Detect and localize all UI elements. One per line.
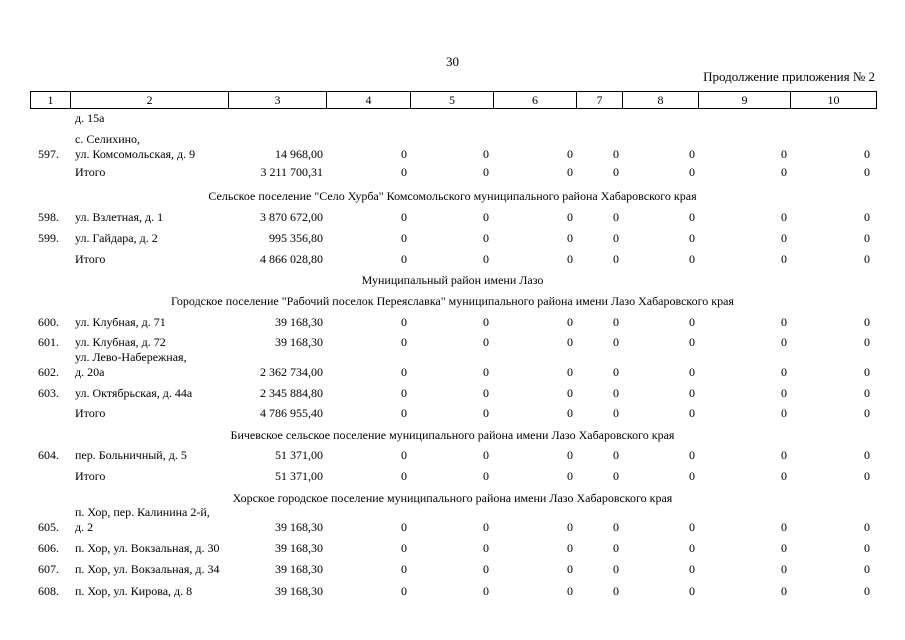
col-header-5: 5 <box>411 92 494 109</box>
value-cell: 0 <box>567 147 573 161</box>
value-cell: 0 <box>781 562 787 576</box>
value-cell: 0 <box>483 520 489 534</box>
amount-cell: 39 168,30 <box>275 335 323 349</box>
row-number: 600. <box>38 315 59 329</box>
address-line: Итого <box>75 165 106 179</box>
value-cell: 0 <box>483 147 489 161</box>
amount-cell: 995 356,80 <box>269 231 323 245</box>
value-cell: 0 <box>613 365 619 379</box>
value-cell: 0 <box>613 520 619 534</box>
address-line: пер. Больничный, д. 5 <box>75 448 187 462</box>
value-cell: 0 <box>864 541 870 555</box>
value-cell: 0 <box>781 584 787 598</box>
col-header-2: 2 <box>71 92 229 109</box>
value-cell: 0 <box>864 231 870 245</box>
amount-cell: 39 168,30 <box>275 584 323 598</box>
page-number: 30 <box>446 54 459 69</box>
row-number: 607. <box>38 562 59 576</box>
value-cell: 0 <box>567 520 573 534</box>
row-number: 598. <box>38 210 59 224</box>
value-cell: 0 <box>483 406 489 420</box>
value-cell: 0 <box>781 252 787 266</box>
address-line: п. Хор, ул. Вокзальная, д. 30 <box>75 541 220 555</box>
row-number: 608. <box>38 584 59 598</box>
row-number: 604. <box>38 448 59 462</box>
address-line: д. 2 <box>75 520 94 534</box>
value-cell: 0 <box>567 365 573 379</box>
value-cell: 0 <box>567 165 573 179</box>
row-number: 601. <box>38 335 59 349</box>
value-cell: 0 <box>689 165 695 179</box>
amount-cell: 51 371,00 <box>275 469 323 483</box>
value-cell: 0 <box>689 365 695 379</box>
value-cell: 0 <box>781 231 787 245</box>
address-line: ул. Клубная, д. 72 <box>75 335 166 349</box>
value-cell: 0 <box>401 406 407 420</box>
value-cell: 0 <box>864 147 870 161</box>
value-cell: 0 <box>483 469 489 483</box>
section-heading: Городское поселение "Рабочий поселок Переяславка" муниципального района имени Лазо Хабаровского края <box>171 294 734 308</box>
section-heading: Сельское поселение "Село Хурба" Комсомольского муниципального района Хабаровского края <box>208 189 697 203</box>
value-cell: 0 <box>401 335 407 349</box>
address-line: ул. Лево-Набережная, <box>75 350 187 364</box>
address-fragment: д. 15а <box>75 111 105 125</box>
address-line: п. Хор, ул. Кирова, д. 8 <box>75 584 193 598</box>
value-cell: 0 <box>689 210 695 224</box>
value-cell: 0 <box>401 562 407 576</box>
value-cell: 0 <box>864 252 870 266</box>
amount-cell: 4 866 028,80 <box>260 252 323 266</box>
col-header-4: 4 <box>327 92 411 109</box>
value-cell: 0 <box>567 386 573 400</box>
section-heading: Муниципальный район имени Лазо <box>361 273 544 287</box>
amount-cell: 2 362 734,00 <box>260 365 323 379</box>
address-line: Итого <box>75 406 106 420</box>
value-cell: 0 <box>864 584 870 598</box>
col-header-7: 7 <box>577 92 623 109</box>
address-line: ул. Гайдара, д. 2 <box>75 231 158 245</box>
value-cell: 0 <box>483 584 489 598</box>
value-cell: 0 <box>401 147 407 161</box>
value-cell: 0 <box>781 315 787 329</box>
col-header-1: 1 <box>31 92 71 109</box>
value-cell: 0 <box>401 210 407 224</box>
value-cell: 0 <box>483 252 489 266</box>
value-cell: 0 <box>613 315 619 329</box>
col-header-9: 9 <box>699 92 791 109</box>
continuation-note: Продолжение приложения № 2 <box>703 69 875 84</box>
address-line: д. 20а <box>75 365 105 379</box>
value-cell: 0 <box>483 365 489 379</box>
value-cell: 0 <box>567 335 573 349</box>
address-line: Итого <box>75 252 106 266</box>
value-cell: 0 <box>401 584 407 598</box>
value-cell: 0 <box>689 231 695 245</box>
value-cell: 0 <box>567 315 573 329</box>
value-cell: 0 <box>689 541 695 555</box>
value-cell: 0 <box>781 210 787 224</box>
value-cell: 0 <box>689 386 695 400</box>
value-cell: 0 <box>401 469 407 483</box>
address-line: п. Хор, ул. Вокзальная, д. 34 <box>75 562 220 576</box>
amount-cell: 39 168,30 <box>275 520 323 534</box>
value-cell: 0 <box>567 406 573 420</box>
value-cell: 0 <box>567 448 573 462</box>
value-cell: 0 <box>613 584 619 598</box>
amount-cell: 3 870 672,00 <box>260 210 323 224</box>
value-cell: 0 <box>689 448 695 462</box>
value-cell: 0 <box>689 406 695 420</box>
amount-cell: 14 968,00 <box>275 147 323 161</box>
value-cell: 0 <box>689 252 695 266</box>
value-cell: 0 <box>781 448 787 462</box>
value-cell: 0 <box>781 365 787 379</box>
value-cell: 0 <box>567 584 573 598</box>
value-cell: 0 <box>483 315 489 329</box>
value-cell: 0 <box>689 520 695 534</box>
value-cell: 0 <box>567 469 573 483</box>
amount-cell: 39 168,30 <box>275 541 323 555</box>
value-cell: 0 <box>401 541 407 555</box>
value-cell: 0 <box>401 231 407 245</box>
value-cell: 0 <box>613 147 619 161</box>
amount-cell: 4 786 955,40 <box>260 406 323 420</box>
row-number: 602. <box>38 365 59 379</box>
value-cell: 0 <box>401 448 407 462</box>
value-cell: 0 <box>689 584 695 598</box>
value-cell: 0 <box>483 165 489 179</box>
value-cell: 0 <box>864 562 870 576</box>
value-cell: 0 <box>567 231 573 245</box>
value-cell: 0 <box>483 448 489 462</box>
value-cell: 0 <box>483 541 489 555</box>
col-header-3: 3 <box>229 92 327 109</box>
value-cell: 0 <box>613 469 619 483</box>
value-cell: 0 <box>613 252 619 266</box>
value-cell: 0 <box>689 147 695 161</box>
value-cell: 0 <box>864 448 870 462</box>
value-cell: 0 <box>781 386 787 400</box>
section-heading: Бичевское сельское поселение муниципального района имени Лазо Хабаровского края <box>230 428 675 442</box>
row-number: 605. <box>38 520 59 534</box>
value-cell: 0 <box>864 406 870 420</box>
value-cell: 0 <box>613 562 619 576</box>
section-heading: Хорское городское поселение муниципального района имени Лазо Хабаровского края <box>232 491 673 505</box>
value-cell: 0 <box>613 386 619 400</box>
value-cell: 0 <box>689 469 695 483</box>
value-cell: 0 <box>864 386 870 400</box>
amount-cell: 39 168,30 <box>275 315 323 329</box>
value-cell: 0 <box>401 165 407 179</box>
row-number: 603. <box>38 386 59 400</box>
value-cell: 0 <box>613 210 619 224</box>
value-cell: 0 <box>401 315 407 329</box>
value-cell: 0 <box>689 335 695 349</box>
value-cell: 0 <box>781 406 787 420</box>
value-cell: 0 <box>567 252 573 266</box>
address-line: п. Хор, пер. Калинина 2-й, <box>75 505 210 519</box>
value-cell: 0 <box>401 520 407 534</box>
value-cell: 0 <box>567 541 573 555</box>
address-line: ул. Клубная, д. 71 <box>75 315 166 329</box>
value-cell: 0 <box>483 562 489 576</box>
col-header-8: 8 <box>623 92 699 109</box>
col-header-6: 6 <box>494 92 577 109</box>
address-line: ул. Комсомольская, д. 9 <box>75 147 196 161</box>
amount-cell: 2 345 884,80 <box>260 386 323 400</box>
value-cell: 0 <box>781 335 787 349</box>
value-cell: 0 <box>483 210 489 224</box>
value-cell: 0 <box>864 335 870 349</box>
value-cell: 0 <box>613 335 619 349</box>
value-cell: 0 <box>781 541 787 555</box>
value-cell: 0 <box>567 562 573 576</box>
value-cell: 0 <box>483 335 489 349</box>
amount-cell: 3 211 700,31 <box>260 165 323 179</box>
value-cell: 0 <box>613 165 619 179</box>
address-line: с. Селихино, <box>75 132 141 146</box>
value-cell: 0 <box>864 315 870 329</box>
value-cell: 0 <box>401 386 407 400</box>
amount-cell: 39 168,30 <box>275 562 323 576</box>
value-cell: 0 <box>781 520 787 534</box>
value-cell: 0 <box>864 469 870 483</box>
value-cell: 0 <box>689 562 695 576</box>
value-cell: 0 <box>781 147 787 161</box>
address-line: Итого <box>75 469 106 483</box>
value-cell: 0 <box>864 165 870 179</box>
value-cell: 0 <box>864 365 870 379</box>
value-cell: 0 <box>613 406 619 420</box>
value-cell: 0 <box>613 231 619 245</box>
value-cell: 0 <box>483 231 489 245</box>
value-cell: 0 <box>781 469 787 483</box>
address-line: ул. Взлетная, д. 1 <box>75 210 164 224</box>
value-cell: 0 <box>401 365 407 379</box>
value-cell: 0 <box>613 541 619 555</box>
address-line: ул. Октябрьская, д. 44а <box>75 386 193 400</box>
value-cell: 0 <box>864 210 870 224</box>
row-number: 606. <box>38 541 59 555</box>
col-header-10: 10 <box>791 92 877 109</box>
value-cell: 0 <box>567 210 573 224</box>
row-number: 599. <box>38 231 59 245</box>
value-cell: 0 <box>864 520 870 534</box>
value-cell: 0 <box>781 165 787 179</box>
value-cell: 0 <box>613 448 619 462</box>
value-cell: 0 <box>401 252 407 266</box>
value-cell: 0 <box>689 315 695 329</box>
value-cell: 0 <box>483 386 489 400</box>
row-number: 597. <box>38 147 59 161</box>
amount-cell: 51 371,00 <box>275 448 323 462</box>
